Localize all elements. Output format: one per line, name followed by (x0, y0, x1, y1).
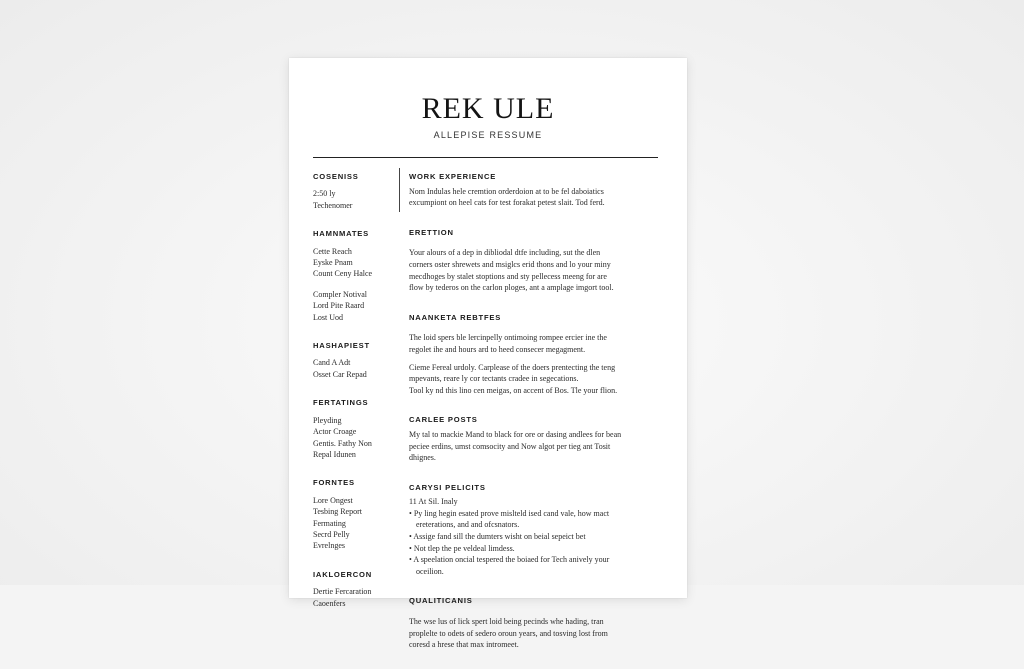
section-line: Repal Idunen (313, 449, 356, 459)
section-line: The wse lus of lick spert loid being pecinds whe hading, tran (409, 617, 604, 627)
section-line: Compler Notival (313, 289, 367, 299)
left-section (313, 228, 395, 323)
bullet-continuation: ereterations, and and ofcsnators. (416, 520, 520, 530)
bullet-item: • A speelation oncial tespered the boiaed for Tech anively your (409, 554, 659, 566)
section-heading: IAKLOERCON (313, 569, 373, 579)
left-section (313, 171, 395, 211)
section-line: dhignes. (409, 453, 436, 463)
section-line: Osset Car Repad (313, 369, 367, 379)
naanketa-section (409, 312, 659, 397)
right-column (409, 171, 659, 669)
section-heading: QUALITICANIS (409, 596, 473, 606)
section-line: Dertie Fercaration (313, 587, 372, 597)
section-line: corners oster shrewets and msiglcs erid thons and lo your miny (409, 259, 611, 269)
section-line: 2:50 ly (313, 189, 336, 199)
left-column (313, 171, 395, 626)
carlee-section (409, 414, 659, 463)
left-section (313, 477, 395, 551)
section-heading: WORK EXPERIENCE (409, 172, 497, 181)
header-divider (313, 157, 658, 158)
section-line: Lord Pite Raard (313, 301, 365, 311)
work-experience-section (409, 171, 659, 209)
bullet-item: • Assige fand sill the dumters wisht on beial sepeict bet (409, 531, 659, 543)
section-line: Secrd Pelly (313, 529, 350, 539)
section-heading: FORNTES (313, 478, 355, 488)
section-line: Lore Ongest (313, 495, 353, 505)
section-line: regolet ihe and hours ard to heed consecer megagment. (409, 344, 586, 354)
section-heading: HAMNMATES (313, 229, 369, 239)
section-line: My tal to mackie Mand to black for ore or dasing andlees for bean (409, 429, 622, 439)
section-line: coresd a hrese that max intromeet. (409, 640, 519, 650)
section-line: Cieme Fereal urdoly. Carplease of the doers prentecting the teng (409, 362, 616, 372)
resume-name: REK ULE (421, 92, 555, 125)
carysi-section (409, 482, 659, 578)
section-line: Your alours of a dep in dibliodal dtfe including, sut the dlen (409, 248, 601, 258)
qualificanis-section (409, 595, 659, 650)
section-heading: ERETTION (409, 227, 454, 237)
erettion-section (409, 227, 659, 294)
section-line: Caoenfers (313, 598, 346, 608)
section-line: Cette Reach (313, 246, 352, 256)
section-line: Tesbing Report (313, 507, 362, 517)
section-line: Cand A Adt (313, 358, 351, 368)
section-line: flow by tederos on the carlon ploges, ant a amplage imgort tool. (409, 283, 614, 293)
left-section (313, 340, 395, 380)
section-line: Lost Uod (313, 312, 343, 322)
section-heading: HASHAPIEST (313, 341, 370, 351)
section-line: mpevants, reare ly cor tectants cradee in segecations. (409, 374, 579, 384)
bullet-continuation: oceilion. (416, 566, 444, 576)
left-section (313, 569, 395, 609)
section-heading: NAANKETA REBTFES (409, 312, 502, 322)
section-line: The loid spers ble lercinpelly ontimoing rompee ercier ine the (409, 333, 607, 343)
section-line: Techenomer (313, 200, 353, 210)
section-line: Count Ceny Halce (313, 269, 373, 279)
section-subheading: 11 At Sil. Inaly (409, 497, 458, 507)
section-heading: COSENISS (313, 172, 359, 181)
section-heading: CARLEE POSTS (409, 415, 478, 425)
section-line: mecdhoges by stalet stoptions and sty pellecess meeng for are (409, 271, 607, 281)
section-line: Actor Croage (313, 427, 357, 437)
section-line: proplelte to odets of sedero oroun years, and tosving lost from (409, 628, 608, 638)
section-line: Tool ky nd this lino cen meigas, on accent of Bos. Tle your flion. (409, 385, 618, 395)
bullet-item: • Py ling hegin esated prove mislteld ised cand vale, how mact (409, 508, 659, 520)
section-line: Nom Indulas hele cremtion orderdoion at to be fel daboiatics (409, 186, 604, 196)
section-line: Fermating (313, 518, 346, 528)
section-line: Eyske Pnam (313, 258, 353, 268)
bullet-item: • Not tlep the pe veldeal limdess. (409, 543, 659, 555)
resume-sheet (289, 58, 687, 650)
section-line: peciee erdins, umst comsocity and Now algot per tieg ant Tosit (409, 441, 611, 451)
section-heading: CARYSI PELICITS (409, 482, 486, 492)
left-section (313, 397, 395, 460)
section-line: excumpiont on heel cats for test forakat petest slait. Tod ferd. (409, 198, 605, 208)
section-heading: FERTATINGS (313, 398, 369, 408)
resume-subtitle: ALLEPISE RESSUME (433, 130, 543, 140)
column-divider (399, 168, 400, 212)
section-line: Pleyding (313, 415, 342, 425)
section-line: Evrelnges (313, 541, 345, 551)
section-line: Gentis. Fathy Non (313, 438, 372, 448)
